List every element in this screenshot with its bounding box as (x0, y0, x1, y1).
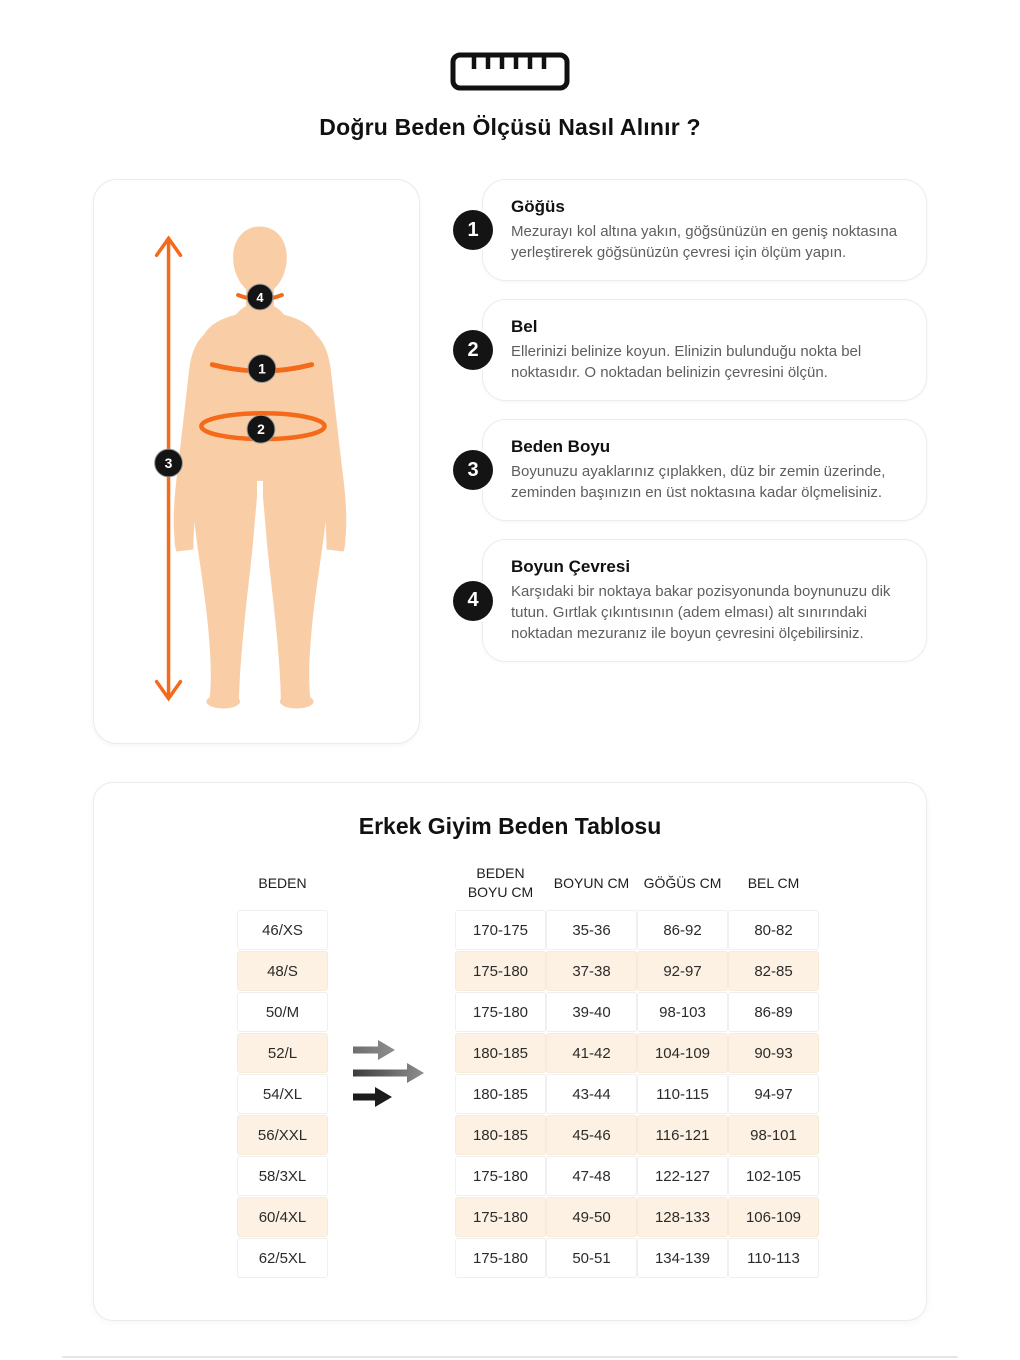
badge-height-label: 3 (164, 454, 173, 471)
ruler-icon (450, 52, 570, 92)
value-cell: 45-46 (546, 1115, 637, 1155)
arrow-zone (328, 1115, 455, 1155)
value-cell: 175-180 (455, 951, 546, 991)
table-row (94, 1238, 926, 1278)
row-spacer (94, 951, 237, 991)
step-description: Karşıdaki bir noktaya bakar pozisyonunda boynunuzu dik tutun. Gırtlak çıkıntısının (adem elması) alt sınırındaki noktadan mezuranız ile boyun çevresini ölçebilirsiniz. (511, 583, 891, 642)
step-title: Beden Boyu (511, 437, 611, 456)
arrow-zone (328, 1156, 455, 1196)
step-title: Göğüs (511, 197, 565, 216)
value-cell: 175-180 (455, 1238, 546, 1278)
value-cell: 116-121 (637, 1115, 728, 1155)
step-number-badge: 4 (453, 581, 493, 621)
value-cell: 43-44 (546, 1074, 637, 1114)
size-cell: 62/5XL (237, 1238, 328, 1278)
value-cell: 102-105 (728, 1156, 819, 1196)
value-cell: 49-50 (546, 1197, 637, 1237)
value-cell: 110-115 (637, 1074, 728, 1114)
header-spacer (94, 860, 237, 906)
table-row (94, 1074, 926, 1114)
value-cell: 86-89 (728, 992, 819, 1032)
size-table-rows (94, 910, 926, 1278)
step-card-waist (467, 299, 927, 401)
table-row (94, 992, 926, 1032)
measurement-guide (93, 179, 927, 744)
arrow-zone (328, 910, 455, 950)
size-table-title: Erkek Giyim Beden Tablosu (358, 813, 662, 839)
value-cell: 92-97 (637, 951, 728, 991)
arrow-top-icon (353, 1040, 395, 1060)
row-spacer (94, 1238, 237, 1278)
header-chest: GÖĞÜS CM (643, 874, 722, 891)
value-cell: 50-51 (546, 1238, 637, 1278)
value-cell: 86-92 (637, 910, 728, 950)
row-spacer (94, 910, 237, 950)
size-cell: 54/XL (237, 1074, 328, 1114)
table-row (94, 1156, 926, 1196)
header-neck: BOYUN CM (553, 874, 630, 891)
step-card-height (467, 419, 927, 521)
value-cell: 98-103 (637, 992, 728, 1032)
value-cell: 180-185 (455, 1074, 546, 1114)
value-cell: 106-109 (728, 1197, 819, 1237)
badge-chest-label: 1 (258, 360, 266, 377)
value-cell: 180-185 (455, 1033, 546, 1073)
row-spacer (94, 1197, 237, 1237)
value-cell: 128-133 (637, 1197, 728, 1237)
bottom-divider (62, 1356, 958, 1358)
value-cell: 80-82 (728, 910, 819, 950)
arrow-zone (328, 1197, 455, 1237)
value-cell: 170-175 (455, 910, 546, 950)
page-title: Doğru Beden Ölçüsü Nasıl Alınır ? (319, 114, 701, 140)
value-cell: 47-48 (546, 1156, 637, 1196)
size-cell: 60/4XL (237, 1197, 328, 1237)
header-size: BEDEN (258, 874, 307, 891)
body-figure-card (93, 179, 420, 744)
row-spacer (94, 1074, 237, 1114)
row-spacer (94, 1033, 237, 1073)
header-waist: BEL CM (747, 874, 800, 891)
value-cell: 35-36 (546, 910, 637, 950)
arrow-bottom-icon (353, 1087, 392, 1107)
size-pointer-arrows-icon (328, 1033, 455, 1117)
badge-neck-label: 4 (256, 289, 264, 305)
step-description: Boyunuzu ayaklarınız çıplakken, düz bir zemin üzerinde, zeminden başınızın en üst noktasına kadar ölçmelisiniz. (511, 463, 886, 501)
size-table-card (93, 782, 927, 1321)
header-body-height: BEDEN BOYU CM (467, 865, 534, 900)
step-number-badge: 1 (453, 210, 493, 250)
value-cell: 94-97 (728, 1074, 819, 1114)
size-cell: 52/L (237, 1033, 328, 1073)
value-cell: 134-139 (637, 1238, 728, 1278)
table-row (94, 951, 926, 991)
step-number-badge: 2 (453, 330, 493, 370)
step-title: Boyun Çevresi (511, 557, 631, 576)
value-cell: 110-113 (728, 1238, 819, 1278)
table-row (94, 1197, 926, 1237)
step-description: Mezurayı kol altına yakın, göğsünüzün en geniş noktasına yerleştirerek göğsünüzün çevresi için ölçüm yapın. (511, 223, 898, 261)
value-cell: 39-40 (546, 992, 637, 1032)
size-cell: 58/3XL (237, 1156, 328, 1196)
step-description: Ellerinizi belinize koyun. Elinizin bulunduğu nokta bel noktasıdır. O noktadan belinizin çevresini ölçün. (511, 343, 862, 381)
value-cell: 90-93 (728, 1033, 819, 1073)
size-cell: 50/M (237, 992, 328, 1032)
value-cell: 41-42 (546, 1033, 637, 1073)
step-card-chest (467, 179, 927, 281)
size-cell: 56/XXL (237, 1115, 328, 1155)
arrow-zone (328, 951, 455, 991)
instruction-steps (452, 179, 927, 662)
value-cell: 180-185 (455, 1115, 546, 1155)
value-cell: 175-180 (455, 1156, 546, 1196)
value-cell: 122-127 (637, 1156, 728, 1196)
value-cell: 104-109 (637, 1033, 728, 1073)
body-figure-icon (94, 180, 419, 743)
header-arrow-zone (328, 860, 455, 906)
row-spacer (94, 1115, 237, 1155)
arrow-zone (328, 1238, 455, 1278)
size-table-header (94, 860, 926, 906)
table-row (94, 910, 926, 950)
value-cell: 37-38 (546, 951, 637, 991)
table-row (94, 1033, 926, 1073)
table-row (94, 1115, 926, 1155)
row-spacer (94, 1156, 237, 1196)
value-cell: 82-85 (728, 951, 819, 991)
size-cell: 48/S (237, 951, 328, 991)
value-cell: 175-180 (455, 992, 546, 1032)
step-card-neck (467, 539, 927, 662)
arrow-middle-icon (353, 1063, 424, 1083)
arrow-zone (328, 992, 455, 1032)
size-cell: 46/XS (237, 910, 328, 950)
value-cell: 175-180 (455, 1197, 546, 1237)
badge-waist-label: 2 (257, 421, 265, 438)
step-number-badge: 3 (453, 450, 493, 490)
step-title: Bel (511, 317, 538, 336)
value-cell: 98-101 (728, 1115, 819, 1155)
row-spacer (94, 992, 237, 1032)
